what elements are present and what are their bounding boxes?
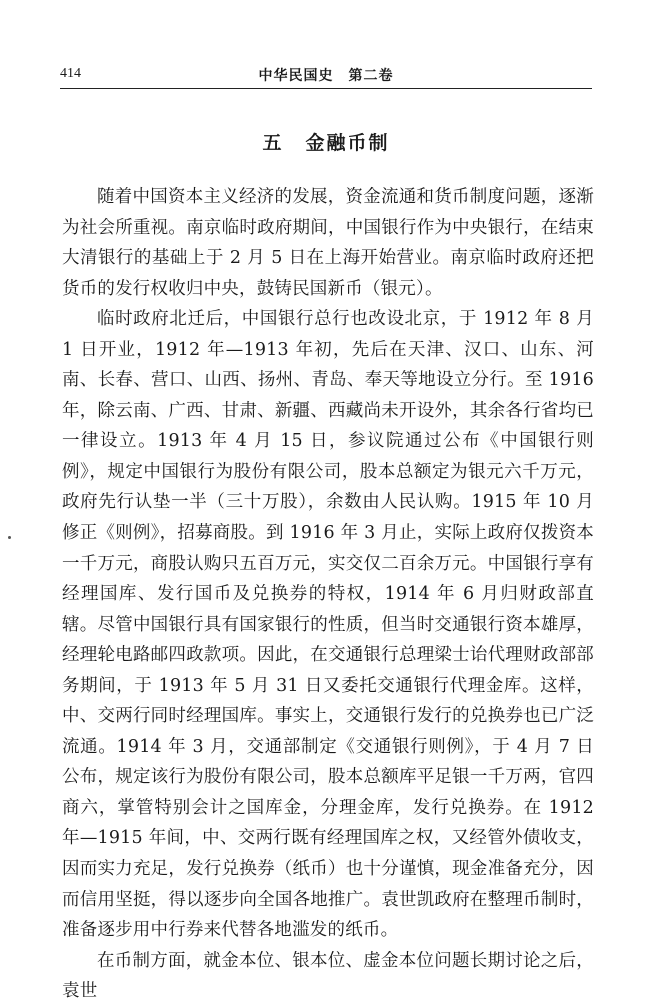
section-number: 五 bbox=[262, 132, 284, 154]
paragraph: 随着中国资本主义经济的发展，资金流通和货币制度问题，逐渐为社会所重视。南京临时政府期间，中国银行作为中央银行，在结束大清银行的基础上于 2 月 5 日在上海开始营业。南京临时政府还把货币的发行权收归中央，鼓铸民国新币（银元）。 bbox=[62, 187, 594, 299]
running-header bbox=[60, 64, 592, 89]
body-text bbox=[62, 182, 594, 1007]
book-title: 中华民国史 第二卷 bbox=[258, 68, 394, 84]
section-heading bbox=[0, 128, 652, 155]
section-title: 金融币制 bbox=[305, 132, 390, 154]
paragraph: 在币制方面，就金本位、银本位、虚金本位问题长期讨论之后，袁世 bbox=[62, 950, 594, 1002]
page-number: 414 bbox=[60, 66, 81, 81]
paragraph: 临时政府北迁后，中国银行总行也改设北京，于 1912 年 8 月 1 日开业，1912 年—1913 年初，先后在天津、汉口、山东、河南、长春、营口、山西、扬州、青岛、奉天等地设立分行。至 1916 年，除云南、广西、甘肃、新疆、西藏尚未开设外，其余各行省均已一律设立。1913 年 4 月 15 日，参议院通过公布《中国银行则例》，规定中国银行为股份有限公司，股本总额定为银元六千万元，政府先行认垫一半（三十万股），余数由人民认购。1915 年 10 月修正《则例》，招募商股。到 1916 年 3 月止，实际上政府仅拨资本一千万元，商股认购只五百万元，实交仅二百余万元。中国银行享有经理国库、发行国币及兑换券的特权，1914 年 6 月归财政部直辖。尽管中国银行具有国家银行的性质，但当时交通银行资本雄厚，经理轮电路邮四政款项。因此，在交通银行总理梁士诒代理财政部部务期间，于 1913 年 5 月 31 日又委托交通银行代理金库。这样，中、交两行同时经理国库。事实上，交通银行发行的兑换券也已广泛流通。1914 年 3 月，交通部制定《交通银行则例》，于 4 月 7 日公布，规定该行为股份有限公司，股本总额库平足银一千万两，官四商六，掌管特别会计之国库金，分理金库，发行兑换券。在 1912 年—1915 年间，中、交两行既有经理国库之权，又经管外债收支，因而实力充足，发行兑换券（纸币）也十分谨慎，现金准备充分，因而信用坚挺，得以逐步向全国各地推广。袁世凯政府在整理币制时，准备逐步用中行券来代替各地滥发的纸币。 bbox=[62, 309, 594, 941]
scan-speck bbox=[8, 536, 11, 539]
